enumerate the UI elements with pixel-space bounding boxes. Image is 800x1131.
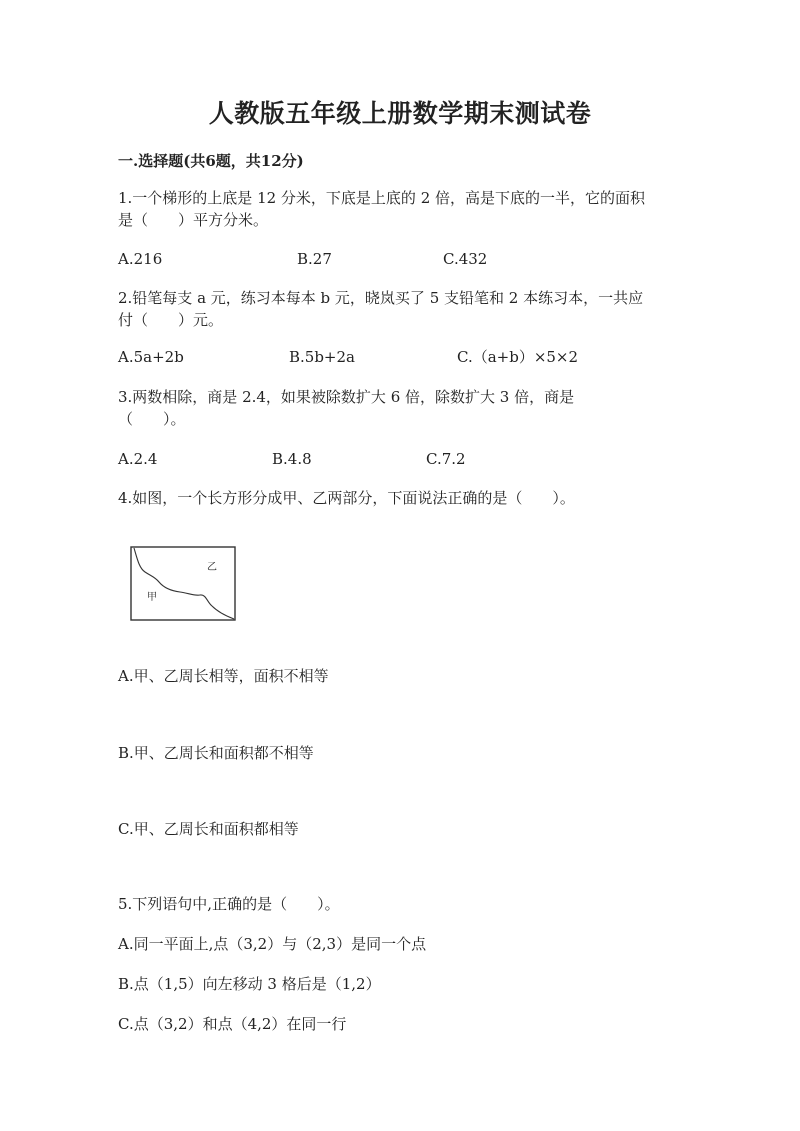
question-2-option-c: C.（a+b）×5×2 xyxy=(457,348,579,366)
question-3-option-a: A.2.4 xyxy=(118,450,158,468)
question-1-line-2: 是（ ）平方分米。 xyxy=(118,211,269,229)
question-2-line-1: 2.铅笔每支 a 元，练习本每本 b 元，晓岚买了 5 支铅笔和 2 本练习本，一共应 xyxy=(118,289,644,307)
question-5-option-c: C.点（3,2）和点（4,2）在同一行 xyxy=(118,1015,347,1033)
rectangle-diagram xyxy=(130,546,236,621)
question-3-option-c: C.7.2 xyxy=(426,450,466,468)
question-4-option-b: B.甲、乙周长和面积都不相等 xyxy=(118,744,314,762)
question-1-option-b: B.27 xyxy=(297,250,332,268)
rectangle-figure xyxy=(130,546,236,621)
question-2-option-a: A.5a+2b xyxy=(118,348,184,366)
section-heading: 一.选择题(共6题，共12分) xyxy=(118,152,304,170)
question-3-line-2: （ ）。 xyxy=(118,410,186,428)
question-3-option-b: B.4.8 xyxy=(272,450,312,468)
question-4-line-1: 4.如图，一个长方形分成甲、乙两部分，下面说法正确的是（ ）。 xyxy=(118,489,575,507)
question-1-line-1: 1.一个梯形的上底是 12 分米，下底是上底的 2 倍，高是下底的一半，它的面积 xyxy=(118,189,646,207)
dividing-curve xyxy=(134,548,234,619)
question-1-option-a: A.216 xyxy=(118,250,163,268)
rectangle-outline xyxy=(131,547,235,620)
question-2-line-2: 付（ ）元。 xyxy=(118,311,224,329)
question-5-line-1: 5.下列语句中,正确的是（ ）。 xyxy=(118,895,340,913)
question-5-option-b: B.点（1,5）向左移动 3 格后是（1,2） xyxy=(118,975,381,993)
question-2-option-b: B.5b+2a xyxy=(289,348,355,366)
question-5-option-a: A.同一平面上,点（3,2）与（2,3）是同一个点 xyxy=(118,935,427,953)
question-1-option-c: C.432 xyxy=(443,250,488,268)
question-3-line-1: 3.两数相除，商是 2.4，如果被除数扩大 6 倍，除数扩大 3 倍，商是 xyxy=(118,388,575,406)
question-4-option-a: A.甲、乙周长相等，面积不相等 xyxy=(118,667,329,685)
page-title: 人教版五年级上册数学期末测试卷 xyxy=(208,99,592,128)
question-4-option-c: C.甲、乙周长和面积都相等 xyxy=(118,820,299,838)
region-b-label: 乙 xyxy=(207,562,217,573)
region-a-label: 甲 xyxy=(147,592,157,603)
